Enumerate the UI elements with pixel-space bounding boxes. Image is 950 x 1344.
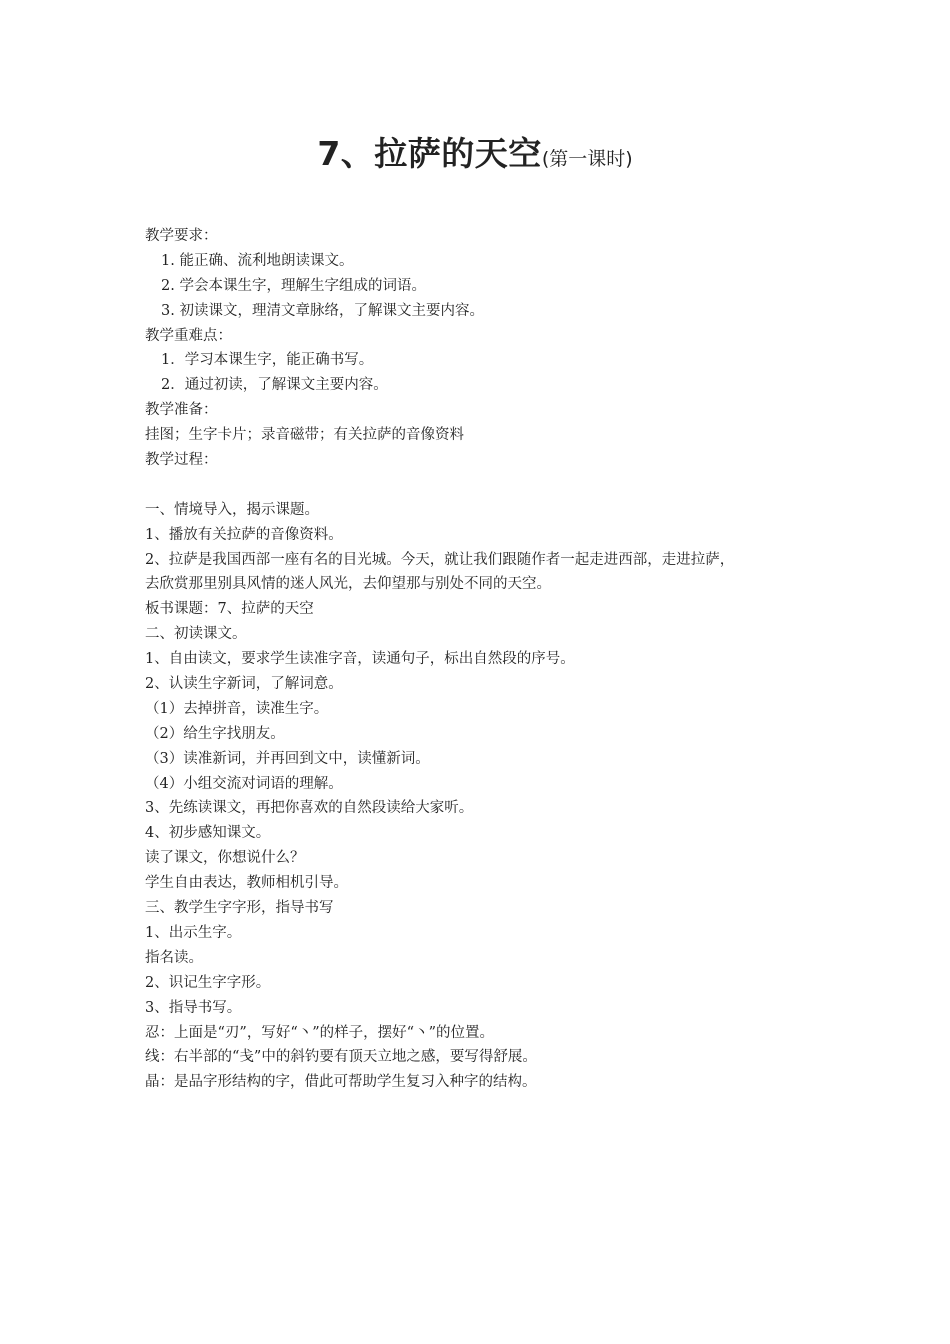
process-line: 4、初步感知课文。 xyxy=(145,825,271,842)
document-title xyxy=(0,128,950,175)
process-line: 1、播放有关拉萨的音像资料。 xyxy=(145,526,343,543)
process-line: 晶：是品字形结构的字，借此可帮助学生复习入种字的结构。 xyxy=(145,1074,537,1091)
title-sub: (第一课时) xyxy=(541,148,633,170)
process-line: 三、教学生字字形，指导书写 xyxy=(145,900,334,917)
requirement-item: 2. 学会本课生字，理解生字组成的词语。 xyxy=(161,277,426,294)
process-heading: 教学过程： xyxy=(145,452,218,469)
document-body xyxy=(145,224,825,1095)
requirements-heading: 教学要求： xyxy=(145,228,218,244)
process-line: 1、出示生字。 xyxy=(145,924,242,941)
blank-line xyxy=(145,473,825,498)
process-line: 1、自由读文，要求学生读准字音，读通句子，标出自然段的序号。 xyxy=(145,651,575,668)
process-line: 2、识记生字字形。 xyxy=(145,974,271,991)
difficulty-item: 2．通过初读，了解课文主要内容。 xyxy=(161,377,388,394)
process-line: 忍：上面是“刃”，写好“丶”的样子，摆好“丶”的位置。 xyxy=(145,1024,494,1041)
process-line: 3、先练读课文，再把你喜欢的自然段读给大家听。 xyxy=(145,800,474,817)
preparation-text: 挂图；生字卡片；录音磁带；有关拉萨的音像资料 xyxy=(145,427,464,444)
process-line: （4）小组交流对词语的理解。 xyxy=(145,775,343,792)
process-line: （3）读准新词，并再回到文中，读懂新词。 xyxy=(145,750,430,767)
process-line: 指名读。 xyxy=(145,949,203,966)
process-line: 3、指导书写。 xyxy=(145,999,242,1016)
preparation-heading: 教学准备： xyxy=(145,402,218,419)
difficulties-heading: 教学重难点： xyxy=(145,327,232,344)
requirement-item: 1. 能正确、流利地朗读课文。 xyxy=(161,252,354,269)
requirement-item: 3. 初读课文，理清文章脉络，了解课文主要内容。 xyxy=(161,302,484,319)
process-line: 一、情境导入，揭示课题。 xyxy=(145,501,319,518)
process-line: （1）去掉拼音，读准生字。 xyxy=(145,700,329,717)
title-main: 7、拉萨的天空 xyxy=(317,134,542,173)
process-line: （2）给生字找朋友。 xyxy=(145,725,285,742)
process-line: 线：右半部的“戋”中的斜钓要有顶天立地之感，要写得舒展。 xyxy=(145,1049,537,1066)
process-line: 二、初读课文。 xyxy=(145,626,247,643)
difficulty-item: 1．学习本课生字，能正确书写。 xyxy=(161,352,374,369)
process-line: 板书课题：7、拉萨的天空 xyxy=(145,601,314,618)
process-line: 读了课文，你想说什么？ xyxy=(145,850,305,867)
process-line: 去欣赏那里别具风情的迷人风光，去仰望那与别处不同的天空。 xyxy=(145,576,551,593)
process-line: 学生自由表达，教师相机引导。 xyxy=(145,875,348,892)
process-line: 2、拉萨是我国西部一座有名的目光城。今天，就让我们跟随作者一起走进西部，走进拉萨， xyxy=(145,551,735,568)
process-line: 2、认读生字新词，了解词意。 xyxy=(145,676,343,693)
